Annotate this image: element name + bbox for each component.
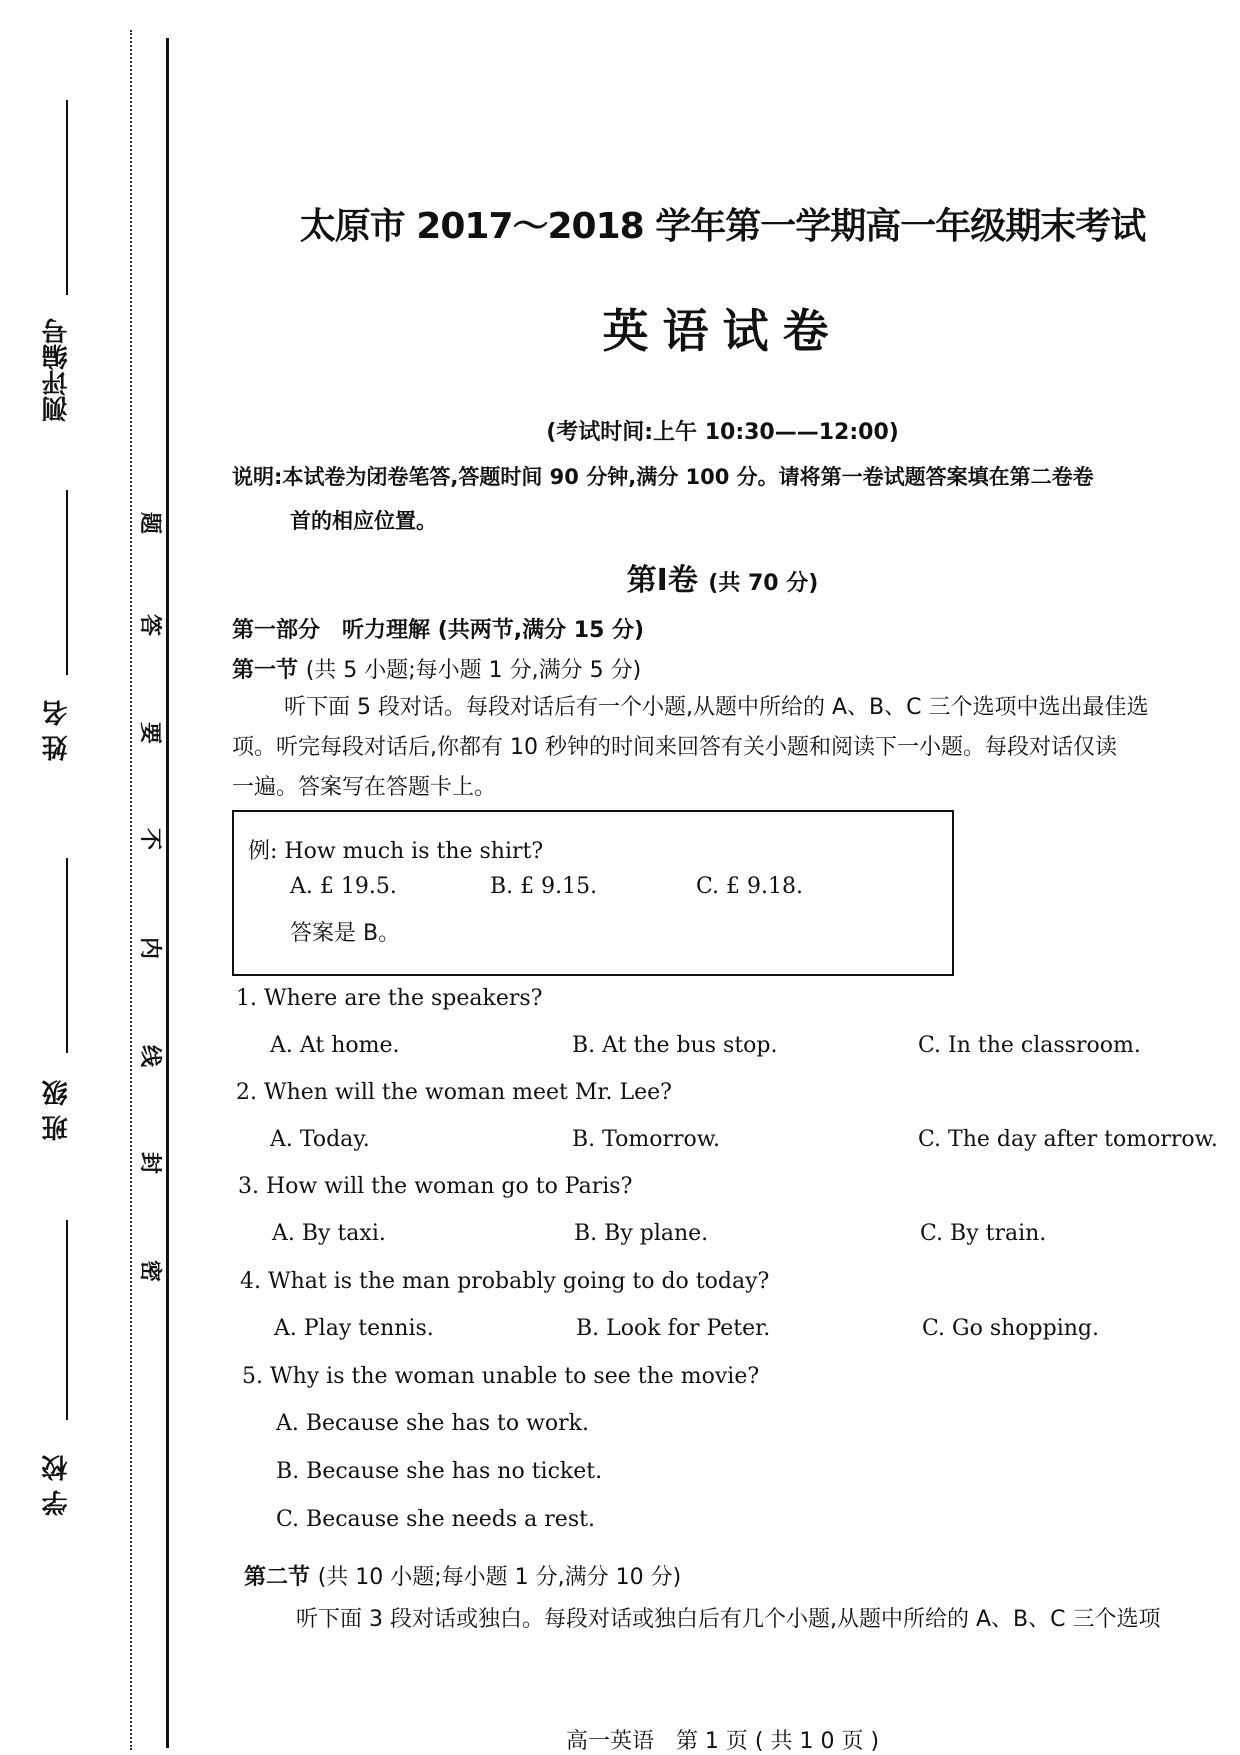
question-option-b[interactable]: B. Because she has no ticket.: [276, 1459, 603, 1484]
section2-instructions: [244, 1600, 1219, 1640]
instruction-line: 听下面 5 段对话。每段对话后有一个小题,从题中所给的 A、B、C 三个选项中选出最佳选: [284, 695, 1149, 720]
field-label-class: 班 级: [42, 1079, 72, 1141]
question-option-a[interactable]: A. By taxi.: [272, 1221, 386, 1246]
seal-char: 封: [137, 1151, 162, 1174]
question-option-c[interactable]: C. Go shopping.: [922, 1316, 1099, 1341]
section2-title: 第二节: [244, 1565, 311, 1590]
question-option-a[interactable]: A. Because she has to work.: [276, 1411, 590, 1436]
volume-title: [230, 555, 1215, 599]
section2-score: (共 10 小题;每小题 1 分,满分 10 分): [317, 1565, 682, 1590]
seal-char: 内: [137, 936, 162, 959]
part1-score: (共两节,满分 15 分): [437, 618, 645, 643]
question-option-c[interactable]: C. By train.: [920, 1221, 1047, 1246]
section1-score: (共 5 小题;每小题 1 分,满分 5 分): [305, 658, 642, 683]
example-option-a: A. £ 19.5.: [290, 874, 397, 899]
question-option-a[interactable]: A. At home.: [270, 1033, 400, 1058]
binding-border-line: [166, 38, 169, 1748]
exam-time: (考试时间:上午 10:30——12:00): [546, 420, 899, 445]
exam-title: 太原市 2017～2018 学年第一学期高一年级期末考试: [299, 206, 1146, 247]
volume-name: 第Ⅰ卷: [626, 563, 698, 598]
question-option-a[interactable]: A. Today.: [270, 1127, 370, 1152]
part1-title: 第一部分 听力理解: [232, 618, 431, 643]
example-option-c: C. £ 9.18.: [696, 874, 804, 899]
seal-char: 要: [137, 721, 162, 744]
example-box: [232, 810, 954, 976]
page-footer: 高一英语 第 1 页 ( 共 1 0 页 ): [565, 1729, 880, 1754]
section1-heading: [232, 653, 641, 684]
seal-char: 不: [137, 827, 162, 850]
field-line-class[interactable]: [66, 858, 68, 1053]
question-stem: 1. Where are the speakers?: [236, 986, 543, 1011]
question-option-a[interactable]: A. Play tennis.: [274, 1316, 434, 1341]
question-option-c[interactable]: C. In the classroom.: [918, 1033, 1141, 1058]
field-label-name: 姓 名: [42, 699, 72, 761]
question-option-c[interactable]: C. The day after tomorrow.: [918, 1127, 1218, 1152]
question-option-b[interactable]: B. Look for Peter.: [576, 1316, 771, 1341]
exam-note-line-2: 首的相应位置。: [290, 509, 437, 533]
question-stem: 4. What is the man probably going to do today?: [240, 1269, 770, 1294]
question-stem: 5. Why is the woman unable to see the movie?: [242, 1364, 760, 1389]
seal-char: 密: [137, 1259, 162, 1282]
section1-instructions: [232, 688, 1207, 808]
field-line-school[interactable]: [66, 1220, 68, 1420]
question-option-b[interactable]: B. At the bus stop.: [572, 1033, 778, 1058]
part1-heading: [232, 613, 644, 644]
example-answer: 答案是 B。: [290, 921, 401, 946]
subject-title: 英语试卷: [602, 304, 843, 358]
instruction-line: 一遍。答案写在答题卡上。: [232, 775, 497, 800]
exam-note-line-1: 说明:本试卷为闭卷笔答,答题时间 90 分钟,满分 100 分。请将第一卷试题答案填在第二卷卷: [232, 465, 1094, 489]
example-question: 例: How much is the shirt?: [248, 839, 544, 864]
section1-title: 第一节: [232, 658, 299, 683]
seal-char: 线: [137, 1044, 162, 1067]
question-option-b[interactable]: B. By plane.: [574, 1221, 709, 1246]
question-stem: 2. When will the woman meet Mr. Lee?: [236, 1080, 672, 1105]
seal-char: 题: [137, 511, 162, 534]
instruction-line: 听下面 3 段对话或独白。每段对话或独白后有几个小题,从题中所给的 A、B、C 三个选项: [296, 1607, 1161, 1632]
question-option-c[interactable]: C. Because she needs a rest.: [276, 1507, 595, 1532]
exam-note: [232, 455, 1207, 543]
field-label-school: 学 校: [42, 1454, 72, 1516]
field-line-name[interactable]: [66, 490, 68, 675]
section2-heading: [244, 1560, 681, 1591]
volume-score: (共 70 分): [708, 571, 819, 596]
field-line-id[interactable]: [66, 100, 68, 295]
seal-char: 答: [137, 613, 162, 636]
question-stem: 3. How will the woman go to Paris?: [238, 1174, 633, 1199]
question-option-b[interactable]: B. Tomorrow.: [572, 1127, 720, 1152]
example-option-b: B. £ 9.15.: [490, 874, 598, 899]
instruction-line: 项。听完每段对话后,你都有 10 秒钟的时间来回答有关小题和阅读下一小题。每段对话仅读: [232, 735, 1117, 760]
field-label-id: 测评编号: [42, 318, 72, 422]
dotted-seal-line: [130, 30, 132, 1750]
